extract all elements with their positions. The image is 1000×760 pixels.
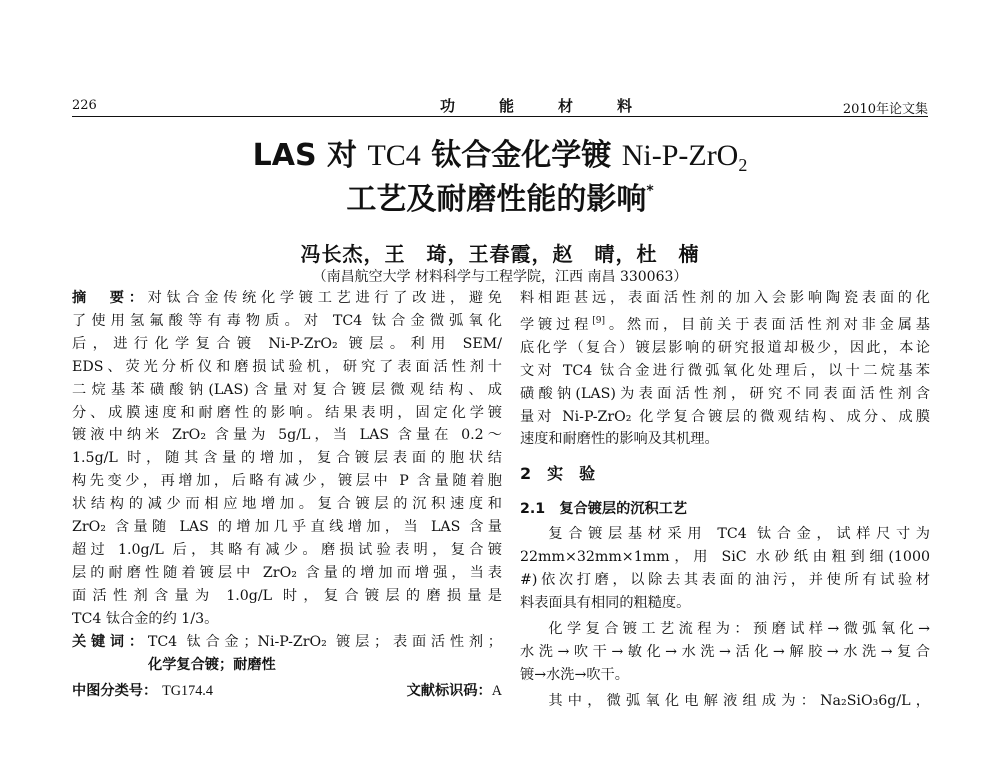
affiliation: （南昌航空大学 材料科学与工程学院，江西 南昌 330063） (312, 269, 688, 285)
keywords-line-2 (72, 654, 502, 677)
authors: 冯长杰，王 琦，王春霞，赵 晴，杜 楠 (300, 242, 700, 266)
abstract-text: 1.5g/L 时，随其含量的增加，复合镀层表面的胞状结 (72, 450, 502, 467)
document-code-value: A (491, 683, 502, 700)
classification-line (72, 680, 502, 703)
intro-line: 文对 TC4 钛合金进行微弧氧化处理后，以十二烷基苯 (520, 362, 930, 379)
abstract-line (72, 379, 502, 402)
page-number: 226 (72, 98, 97, 113)
paragraph-2 (520, 618, 930, 687)
abstract-line (72, 447, 502, 470)
document-code (407, 680, 502, 703)
intro-line: 磺酸钠(LAS)为表面活性剂，研究不同表面活性剂含 (520, 385, 930, 402)
abstract-line (72, 585, 502, 608)
keywords-line-1 (72, 631, 502, 654)
title-prefix: LAS 对 (252, 138, 368, 173)
abstract-text: 层的耐磨性随着镀层中 ZrO₂ 含量的增加而增强，当表 (72, 564, 502, 581)
keywords-text-1: TC4 钛合金；Ni-P-ZrO₂ 镀层；表面活性剂； (147, 633, 502, 650)
abstract-line (72, 516, 502, 539)
abstract-line (72, 539, 502, 562)
keywords-label: 关键词： (72, 633, 148, 650)
abstract-text: 超过 1.0g/L 后，其略有减少。磨损试验表明，复合镀 (72, 541, 502, 558)
title-formula-subscript: 2 (738, 155, 748, 175)
paragraph-1 (520, 523, 930, 615)
abstract-line (72, 356, 502, 379)
year-label: 2010年论文集 (842, 102, 928, 117)
abstract-line (72, 562, 502, 585)
title-line-2 (0, 174, 1000, 218)
abstract (72, 287, 502, 631)
abstract-text: 对钛合金传统化学镀工艺进行了改进，避免 (147, 290, 502, 306)
right-column (520, 287, 930, 712)
intro-line: 速度和耐磨性的影响及其机理。 (520, 431, 719, 448)
abstract-line (72, 470, 502, 493)
title-mid: 钛合金化学镀 (420, 138, 622, 173)
abstract-line (72, 493, 502, 516)
abstract-text: TC4 钛合金的约 1/3。 (72, 610, 219, 627)
intro-fragment: 。然而，目前关于表面活性剂对非金属基 (604, 316, 930, 333)
introduction-continued (520, 287, 930, 451)
abstract-line (72, 402, 502, 425)
abstract-text: 状结构的减少而相应地增加。复合镀层的沉积速度和 (72, 496, 502, 513)
abstract-text: 面活性剂含量为 1.0g/L 时，复合镀层的磨损量是 (72, 587, 502, 604)
section-heading: 2 实 验 (520, 464, 596, 484)
abstract-label: 摘 要： (72, 290, 148, 306)
classification-value: TG174.4 (162, 683, 213, 700)
abstract-line (72, 333, 502, 356)
intro-line: 底化学（复合）镀层影响的研究报道却极少，因此，本论 (520, 339, 930, 356)
abstract-text: 构先变少，再增加，后略有减少，镀层中 P 含量随着胞 (72, 473, 502, 490)
title-line-2-text: 工艺及耐磨性能的影响 (346, 182, 647, 217)
paragraph-line: #)依次打磨，以除去其表面的油污，并使所有试验材 (520, 571, 930, 588)
header-rule (72, 116, 928, 117)
journal-name: 功能材料 (440, 97, 677, 115)
paragraph-line: 22mm×32mm×1mm，用 SiC 水砂纸由粗到细(1000 (520, 549, 930, 566)
paragraph-3 (520, 690, 930, 713)
abstract-text: 二烷基苯磺酸钠(LAS)含量对复合镀层微观结构、成 (72, 381, 502, 398)
paragraph-line: 水洗→吹干→敏化→水洗→活化→解胶→水洗→复合 (520, 643, 930, 660)
paragraph-line: 其中，微弧氧化电解液组成为：Na₂SiO₃6g/L， (548, 692, 930, 709)
abstract-text: EDS、荧光分析仪和磨损试验机，研究了表面活性剂十 (72, 358, 502, 375)
keywords-text-2: 化学复合镀；耐磨性 (148, 656, 276, 673)
document-code-label: 文献标识码： (406, 683, 492, 700)
paragraph-line: 化学复合镀工艺流程为：预磨试样→微弧氧化→ (548, 620, 930, 637)
intro-line: 料相距甚远，表面活性剂的加入会影响陶瓷表面的化 (520, 290, 930, 306)
subsection-heading: 2.1 复合镀层的沉积工艺 (520, 501, 688, 518)
paragraph-line: 镀→水洗→吹干。 (520, 666, 629, 683)
abstract-text: 后，进行化学复合镀 Ni-P-ZrO₂ 镀层。利用 SEM/ (72, 335, 502, 352)
classification (72, 680, 213, 703)
paragraph-line: 料表面具有相同的粗糙度。 (520, 594, 691, 611)
reference-mark: [9] (592, 315, 605, 326)
title-alloy: TC4 (367, 139, 421, 172)
abstract-line (72, 310, 502, 333)
abstract-text: ZrO₂ 含量随 LAS 的增加几乎直线增加，当 LAS 含量 (72, 519, 502, 536)
abstract-line (72, 608, 502, 631)
intro-line (520, 310, 930, 337)
classification-label: 中图分类号： (72, 683, 158, 700)
paragraph-line: 复合镀层基材采用 TC4 钛合金，试样尺寸为 (548, 526, 930, 543)
title-formula: Ni-P-ZrO (621, 139, 739, 172)
title-line-1 (0, 130, 1000, 176)
title-footnote-mark: * (646, 183, 654, 199)
intro-line: 量对 Ni-P-ZrO₂ 化学复合镀层的微观结构、成分、成膜 (520, 408, 930, 425)
intro-fragment: 学镀过程 (520, 316, 593, 333)
abstract-line (72, 424, 502, 447)
abstract-text: 镀液中纳米 ZrO₂ 含量为 5g/L，当 LAS 含量在 0.2～ (72, 427, 502, 444)
abstract-line (72, 287, 502, 310)
left-column (72, 287, 502, 703)
abstract-text: 了使用氢氟酸等有毒物质。对 TC4 钛合金微弧氧化 (72, 312, 502, 329)
abstract-text: 分、成膜速度和耐磨性的影响。结果表明，固定化学镀 (72, 404, 502, 421)
